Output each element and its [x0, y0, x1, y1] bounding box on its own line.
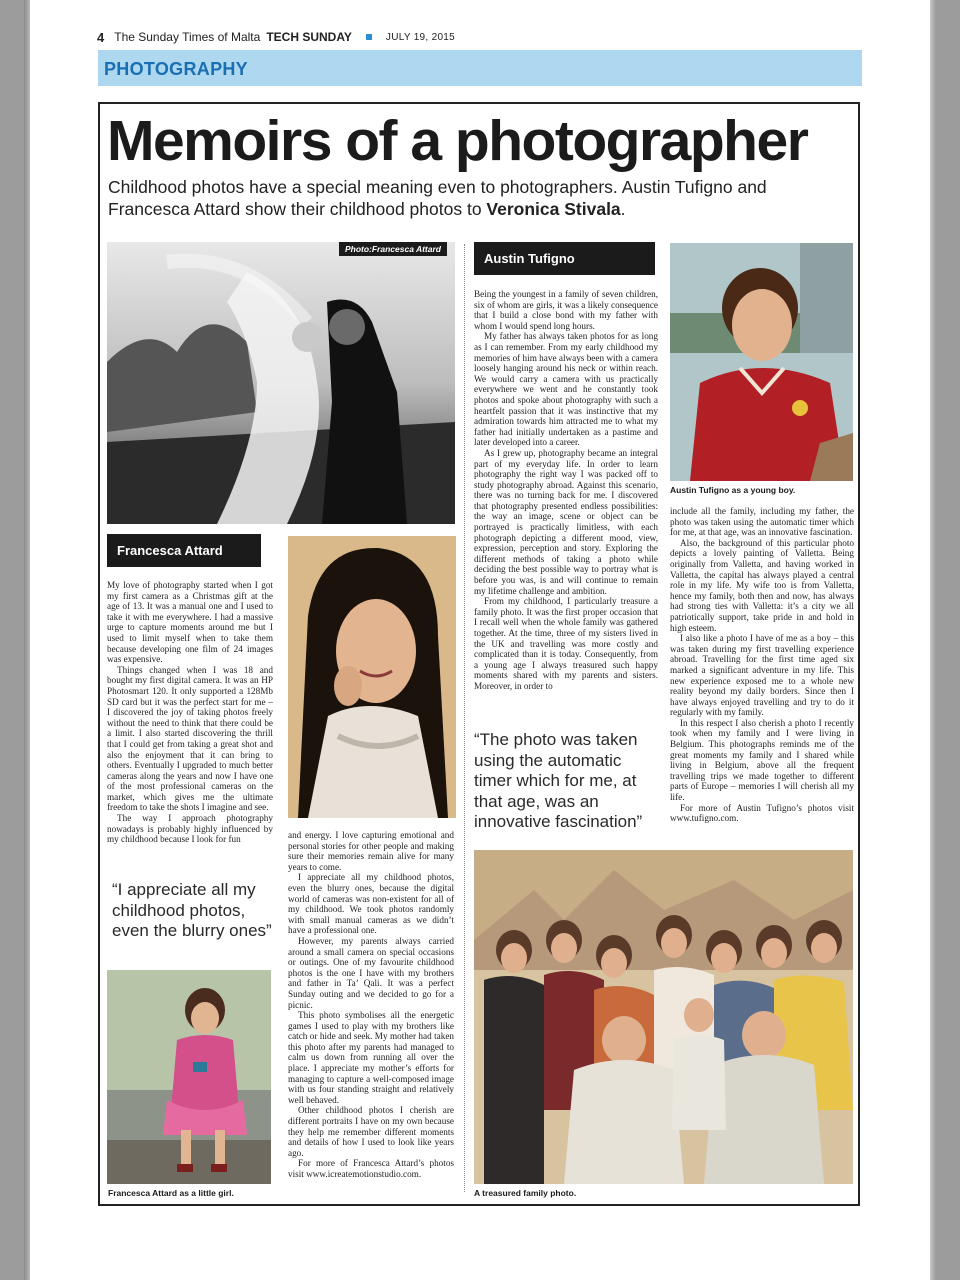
austin-boy-caption: Austin Tufigno as a young boy.: [670, 485, 796, 495]
austin-column-2: [670, 506, 854, 824]
francesca-portrait-image: [288, 536, 456, 818]
headline: Memoirs of a photographer: [107, 109, 808, 173]
paragraph: The way I approach photography nowadays is probably highly influenced by my childhood because I look for fun: [107, 813, 273, 845]
standfirst-end: .: [620, 199, 626, 219]
francesca-child-caption: Francesca Attard as a little girl.: [108, 1188, 234, 1198]
austin-family-photo-image: [474, 850, 853, 1184]
page-edge-right: [930, 0, 936, 1280]
standfirst: [108, 176, 848, 220]
paragraph: Other childhood photos I cherish are different portraits I have on my own because they help me remember different moments and details of how I used to look like years ago.: [288, 1105, 454, 1158]
section-name: TECH SUNDAY: [266, 30, 352, 44]
paragraph: For more of Austin Tufigno’s photos visit www.tufigno.com.: [670, 802, 854, 824]
francesca-child-photo: [107, 970, 271, 1184]
francesca-column-1: [107, 580, 273, 845]
paragraph: include all the family, including my father, the photo was taken using the automatic timer which for me, at that age, was an innovative fascination.: [670, 506, 854, 538]
paragraph: My father has always taken photos for as long as I can remember. From my early childhood my memories of him have always been with a camera loosely hanging around his neck or within reach. We would carry a camera with us practically everywhere we went and he constantly took photos and spoke about photography with such a heartfelt passion that it was instinctive that my admiration towards him attracted me to what my father had initially undertaken as a pastime and later developed into a career.: [474, 331, 658, 448]
paragraph: This photo symbolises all the energetic games I used to play with my brothers like catch or hide and seek. My mother had taken this photo after my parents had managed to calm us down from running all over the place. I appreciate my mother’s efforts for managing to capture a well-composed image with us four standing straight and relatively well behaved.: [288, 1010, 454, 1105]
francesca-name-bar: Francesca Attard: [107, 534, 261, 567]
francesca-column-2: [288, 830, 454, 1180]
austin-column-1: [474, 289, 658, 692]
paragraph: and energy. I love capturing emotional and personal stories for other people and making sure their memories remain alive for many years to come.: [288, 830, 454, 872]
austin-family-caption: A treasured family photo.: [474, 1188, 577, 1198]
section-bar: [98, 50, 862, 86]
austin-pull-quote: “The photo was taken using the automatic timer which for me, at that age, was an innovative fascination”: [474, 730, 643, 831]
paragraph: I appreciate all my childhood photos, even the blurry ones, because the digital world of cameras was non-existent for all of my childhood. We took photos randomly with small manual cameras as we didn’t have a professional one.: [288, 872, 454, 936]
paragraph: In this respect I also cherish a photo I recently took when my family and I were living in Belgium. This photographs reminds me of the great moments my family and I shared while living in Belgium, above all the frequent travelling trips we made together to different parts of Europe – memories I will cherish all my life.: [670, 717, 854, 803]
paragraph: From my childhood, I particularly treasure a family photo. It was the first proper occasion that I recall well when the whole family was gathered together. At the time, three of my sisters lived in the UK and travelling was more costly and complicated than it is today. Consequently, from a young age I always treasured such happy moments shared with my parents and sisters. Moreover, in order to: [474, 596, 658, 691]
austin-name-bar: Austin Tufigno: [474, 242, 655, 275]
paragraph: Also, the background of this particular photo depicts a lovely painting of Valletta. Being originally from Valletta, and having worked in Valletta, the capital has always played a central role in my life. My wife too is from Valletta, hence my family, both then and now, has always had strong ties with Valletta: it’s a city we all patriotically support, take pride in and hold in high esteem.: [670, 537, 854, 633]
paragraph: I also like a photo I have of me as a boy – this was taken during my first travelling experience abroad. Travelling for the first time aged six marked a significant adventure in my life. This new experience exposed me to a whole new reality beyond my daily borders. Since then I have always enjoyed travelling and try to do it regularly with my family.: [670, 633, 854, 718]
paragraph: For more of Francesca Attard’s photos visit www.icreatemotionstudio.com.: [288, 1158, 454, 1179]
photo-credit: Photo:Francesca Attard: [339, 242, 447, 256]
section-label: PHOTOGRAPHY: [104, 59, 248, 79]
issue-date: JULY 19, 2015: [385, 31, 456, 43]
masthead: [97, 28, 455, 46]
francesca-portrait: [288, 536, 456, 818]
publication-name: The Sunday Times of Malta: [114, 30, 261, 44]
austin-family-photo: [474, 850, 853, 1184]
francesca-pull-quote: “I appreciate all my childhood photos, even the blurry ones”: [112, 880, 272, 940]
austin-boy-photo: [670, 243, 853, 481]
column-divider: [464, 244, 465, 1192]
separator-square-icon: [366, 34, 372, 40]
austin-boy-photo-image: [670, 243, 853, 481]
francesca-child-photo-image: [107, 970, 271, 1184]
wedding-photo-image: [107, 242, 455, 524]
paragraph: Things changed when I was 18 and bought my first digital camera. It was an HP Photosmart 120. It only supported a 128Mb SD card but it was the perfect start for me – I discovered the joy of taking photos freely without the need to think that there could be a limit. I also started discovering the thrill that I could get from taking a great shot and also the enjoyment that it can bring to others. Eventually I upgraded to much better cameras along the years and now I have one of the most professional cameras on the market, which gives me the ultimate freedom to take the shots I imagine and see.: [107, 664, 273, 813]
standfirst-text: Childhood photos have a special meaning even to photographers. Austin Tufigno and Francesca Attard show their childhood photos to: [108, 177, 767, 219]
page-number: 4: [97, 29, 105, 45]
standfirst-author: Veronica Stivala: [486, 199, 621, 219]
paragraph: My love of photography started when I got my first camera as a Christmas gift at the age of 13. It was a manual one and I used to take it with me everywhere. I had a massive urge to capture moments around me but I used to limit myself when to take them because developing one film of 24 images was expensive.: [107, 580, 273, 665]
paragraph: However, my parents always carried around a small camera on special occasions or outings. One of my favourite childhood photos is the one I have with my brothers and father in Ta’ Qali. It was a perfect Sunday outing and we decided to go for a picnic.: [288, 935, 454, 1010]
paragraph: Being the youngest in a family of seven children, six of whom are girls, it was a likely consequence that I build a close bond with my father with whom I would spend long hours.: [474, 289, 658, 331]
paragraph: As I grew up, photography became an integral part of my everyday life. In order to learn photography the right way I was packed off to study photography abroad. Against this scenario, there was no turning back for me. I discovered that photography presented endless possibilities: the way an image, scene or object can be portrayed is practically limitless, with each photograph depicting a different mood, view, expression, perception and story. Exploring the different methods of taking a photo while deciding the best possible way to portray what is before you was, is and will continue to remain my lifetime challenge and ambition.: [474, 447, 658, 596]
wedding-photo: [107, 242, 455, 524]
